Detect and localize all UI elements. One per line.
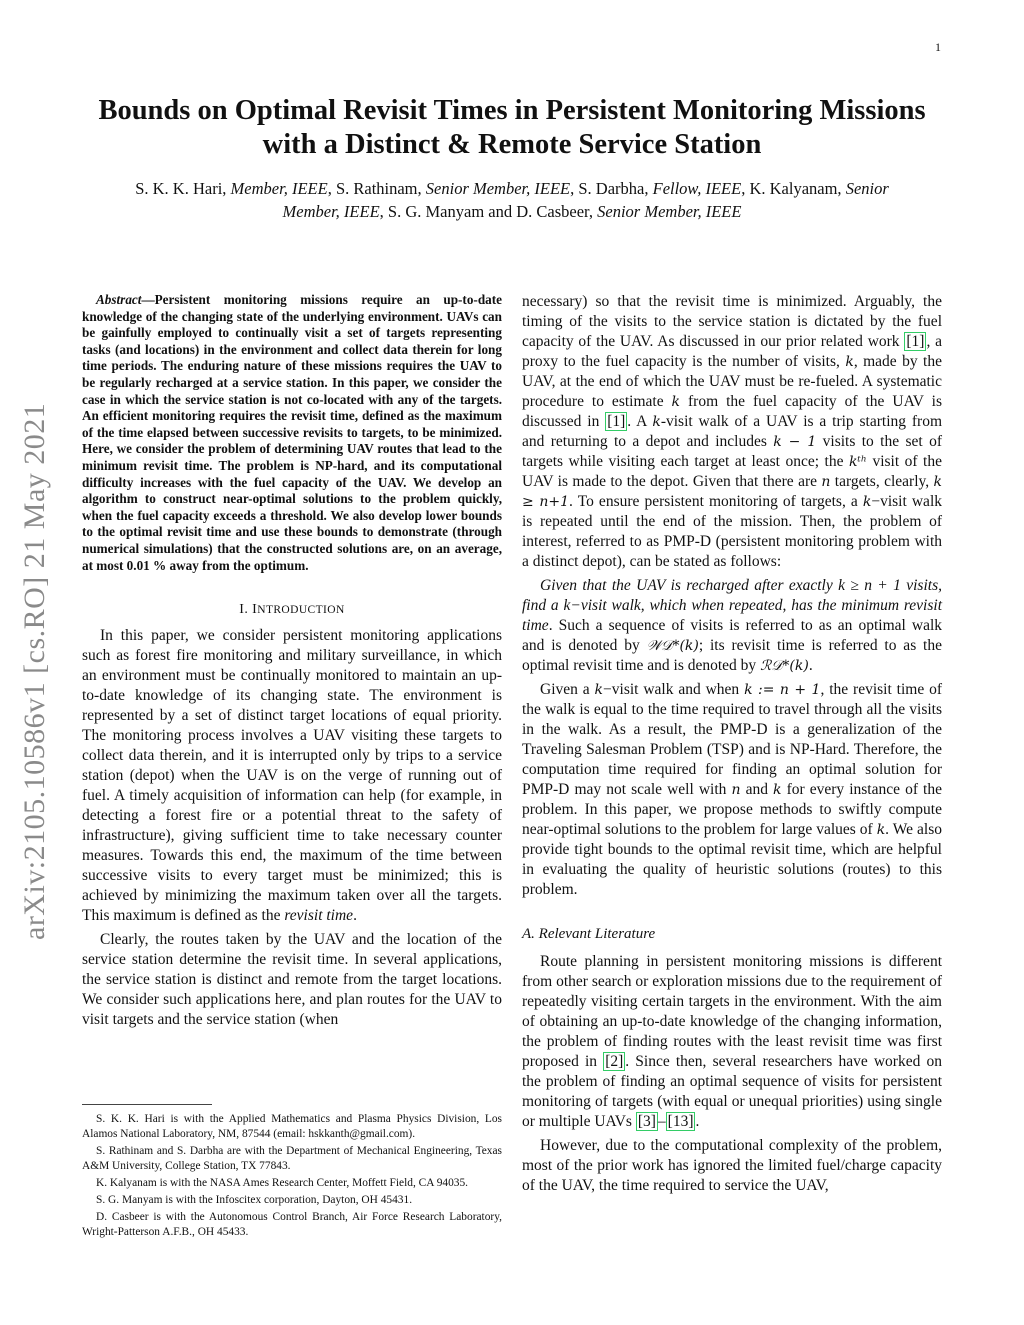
footnote: S. Rathinam and S. Darbha are with the Department of Mechanical Engineering, Texas A&M University, College Station, TX 77843.: [82, 1145, 502, 1172]
author-3: , S. Darbha,: [570, 179, 653, 198]
right-paragraph-1: necessary) so that the revisit time is minimized. Arguably, the timing of the visits to the service station is dictated by the fuel capacity of the UAV. As discussed in our prior related work [1] , a proxy to the fuel capacity is the number of visits, k, made by the UAV, at the end of which the UAV must be re-fueled. A systematic procedure to estimate k from the fuel capacity of the UAV is discussed in [1] . A k-visit walk of a UAV is a trip starting from and returning to a depot and includes k − 1 visits to the set of targets while visiting each target at least once; the kᵗʰ visit of the UAV is made to the depot. Given that there are n targets, clearly, k ≥ n+1. To ensure persistent monitoring of targets, a k−visit walk is repeated until the end of the mission. Then, the problem of interest, referred to as PMP-D (persistent monitoring problem with a distinct depot), can be stated as follows:: [522, 293, 943, 570]
author-2: , S. Rathinam,: [327, 179, 426, 198]
citation-link[interactable]: [13]: [667, 1113, 694, 1130]
right-paragraph-2: Given that the UAV is recharged after exactly k ≥ n + 1 visits, find a k−visit walk, which when repeated, has the minimum revisit time. Such a sequence of visits is referred to as an optimal walk and is denoted by 𝒲𝒟*(k); its revisit time is referred to as the optimal revisit time and is denoted by ℛ𝒟*(k).: [522, 577, 942, 674]
subsection-heading-relevant-literature: A. Relevant Literature: [522, 926, 656, 942]
right-paragraph-4: Route planning in persistent monitoring missions is different from other search or exploration missions due to the requirement of repeatedly visiting certain targets in the environment. With the aim of obtaining an up-to-date knowledge of the changing information, the problem of finding routes with the least revisit time was first proposed in [2] . Since then, several researchers have worked on the problem of finding an optimal sequence of visits for persistent monitoring of targets (with equal or unequal priorities) using single or multiple UAVs [3] – [13] .: [522, 953, 943, 1130]
author-5: , S. G. Manyam and D. Casbeer,: [379, 202, 598, 221]
author-3-role: Fellow, IEEE: [652, 179, 742, 198]
author-4: , K. Kalyanam,: [741, 179, 846, 198]
citation-link[interactable]: [3]: [637, 1113, 656, 1130]
author-4-role: Senior Member, IEEE: [282, 179, 889, 221]
title-line-1: Bounds on Optimal Revisit Times in Persistent Monitoring Missions: [98, 95, 926, 126]
affiliation-footnotes: [82, 1112, 502, 1242]
paper-title: [60, 94, 964, 162]
author-5-role: Senior Member, IEEE: [597, 202, 742, 221]
left-column: [82, 292, 502, 1034]
citation-link[interactable]: [1]: [906, 333, 925, 350]
citation-link[interactable]: [2]: [605, 1053, 624, 1070]
page-number: 1: [935, 40, 941, 54]
arxiv-identifier-stamp: arXiv:2105.10586v1 [cs.RO] 21 May 2021: [18, 402, 51, 940]
title-line-2: with a Distinct & Remote Service Station: [262, 129, 762, 160]
footnote: K. Kalyanam is with the NASA Ames Research Center, Moffett Field, CA 94035.: [96, 1177, 469, 1189]
author-list: [110, 177, 914, 223]
abstract-label: Abstract: [96, 292, 142, 307]
intro-paragraph-1: In this paper, we consider persistent monitoring applications such as forest fire monitoring and military surveillance, in which an environment must be continually monitored to maintain an up-to-date knowledge of its changing state. The environment is represented by a set of distinct target locations of equal priority. The monitoring process involves a UAV visiting these targets to collect data therein, and it is interrupted only by trips to a service station (depot) when the UAV is on the verge of running out of fuel. A timely acquisition of information can help (for example, in detecting a forest fire or a potential threat to the safety of infrastructure), giving sufficient time to take necessary counter measures. Towards this end, the maximum of the time between successive visits to every target must be minimized; this is achieved by minimizing the maximum taken over all the targets. This maximum is defined as the revisit time.: [82, 627, 502, 925]
right-column: [522, 292, 942, 1200]
right-paragraph-3: Given a k−visit walk and when k := n + 1, the revisit time of the walk is equal to the time required to travel through all the visits in the walk. As a result, the PMP-D is a generalization of the Traveling Salesman Problem (TSP) and is NP-Hard. Therefore, the computation time required for finding an optimal solution for PMP-D may not scale well with n and k for every instance of the problem. In this paper, we propose methods to swiftly compute near-optimal solutions to the problem for large values of k. We also provide tight bounds to the optimal revisit time, which are helpful in evaluating the quality of heuristic solutions (routes) to this problem.: [522, 681, 943, 898]
footnote: S. K. K. Hari is with the Applied Mathematics and Plasma Physics Division, Los Alamos National Laboratory, NM, 87544 (email: hskkanth@gmail.com).: [82, 1113, 502, 1140]
author-1-role: Member, IEEE: [230, 179, 328, 198]
footnote: S. G. Manyam is with the Infoscitex corporation, Dayton, OH 45431.: [96, 1194, 413, 1206]
author-2-role: Senior Member, IEEE: [425, 179, 571, 198]
right-paragraph-5: However, due to the computational complexity of the problem, most of the prior work has ignored the limited fuel/charge capacity of the UAV, the time required to service the UAV,: [522, 1137, 942, 1194]
abstract-text: —Persistent monitoring missions require an up-to-date knowledge of the changing state of the underlying environment. UAVs can be gainfully employed to continually visit a set of targets representing tasks (and locations) in the environment and collect data therein for long time periods. The enduring nature of these missions requires the UAV to be regularly recharged at a service station. In this paper, we consider the case in which the service station is not co-located with any of the targets. An efficient monitoring requires the revisit time, defined as the maximum of the time elapsed between successive revisits to targets, to be minimized. Here, we consider the problem of determining UAV routes that lead to the minimum revisit time. The problem is NP-hard, and its computational difficulty increases with the fuel capacity of the UAV. We develop an algorithm to construct near-optimal solutions to the problem quickly, when the fuel capacity exceeds a threshold. We also develop lower bounds to the optimal revisit time and use these bounds to demonstrate (through numerical simulations) that the constructed solutions are, on an average, at most 0.01 % away from the optimum.: [82, 292, 502, 573]
author-1: S. K. K. Hari,: [135, 179, 231, 198]
footnote: D. Casbeer is with the Autonomous Control Branch, Air Force Research Laboratory, Wright-Patterson A.F.B., OH 45433.: [82, 1211, 502, 1238]
footnote-divider: [82, 1104, 212, 1105]
abstract: [82, 292, 502, 574]
section-heading-introduction: I. INTRODUCTION: [239, 602, 345, 618]
intro-paragraph-2: Clearly, the routes taken by the UAV and the location of the service station determine the revisit time. In several applications, the service station is distinct and remote from the target locations. We consider such applications here, and plan routes for the UAV to visit targets and the service station (when: [82, 931, 502, 1029]
citation-link[interactable]: [1]: [607, 413, 626, 430]
